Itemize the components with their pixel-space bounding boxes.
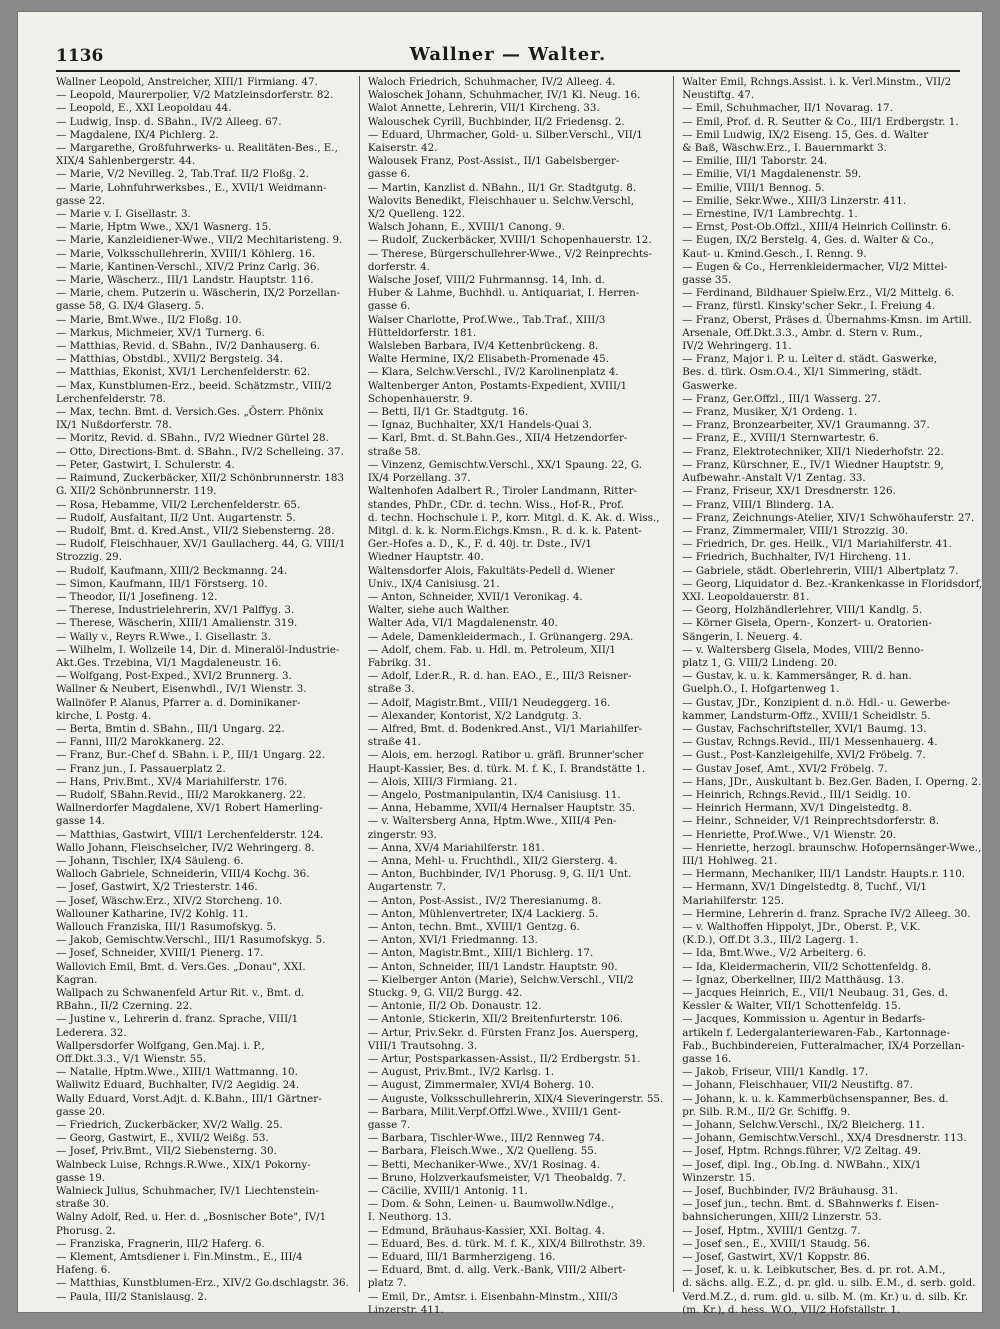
directory-entry: Strozzig. 29.: [56, 551, 122, 564]
directory-entry: Kessler & Walter, VII/1 Schottenfeldg. 15.: [682, 1000, 901, 1013]
directory-entry: — Vinzenz, Gemischtw.Verschl., XX/1 Spaung. 22, G.: [367, 458, 642, 471]
directory-entry: Walter Ada, VI/1 Magdalenenstr. 40.: [367, 617, 558, 630]
directory-entry: — Adolf, chem. Fab. u. Hdl. m. Petroleum, XII/1: [367, 643, 616, 656]
directory-entry: Wallnöfer P. Alanus, Pfarrer a. d. Dominikaner-: [56, 696, 301, 709]
column-left: [56, 76, 349, 1303]
directory-entry: — Rudolf, Zuckerbäcker, XVIII/1 Schopenhauerstr. 12.: [367, 234, 652, 247]
directory-entry: — Angelo, Postmanipulantin, IX/4 Canisiusg. 11.: [367, 788, 621, 801]
directory-entry: — Matthias, Obstdbl., XVII/2 Bergsteig. 34.: [56, 353, 283, 366]
directory-entry: — Adolf, Magistr.Bmt., VIII/1 Neudeggerg. 16.: [367, 696, 611, 709]
directory-entry: — Johann, Tischler, IX/4 Säuleng. 6.: [56, 854, 244, 867]
directory-entry: III/1 Hohlweg. 21.: [682, 854, 778, 867]
directory-entry: — Jakob, Friseur, VIII/1 Kandlg. 17.: [682, 1066, 869, 1079]
directory-entry: Wallouch Franziska, III/1 Rasumofskyg. 5.: [56, 921, 277, 933]
directory-entry: — Alexander, Kontorist, X/2 Landgutg. 3.: [367, 709, 582, 722]
directory-entry: — Georg, Liquidator d. Bez.-Krankenkasse in Floridsdorf,: [682, 577, 983, 590]
directory-entry: — Artur, Priv.Sekr. d. Fürsten Franz Jos. Auersperg,: [367, 1026, 639, 1039]
directory-entry: — Emilie, Sekr.Wwe., XIII/3 Linzerstr. 411.: [682, 194, 907, 207]
directory-entry: — Max, Kunstblumen-Erz., beeid. Schätzmstr., VIII/2: [56, 379, 332, 392]
directory-entry: gasse 6.: [367, 300, 411, 313]
directory-entry: — Eduard, Bes. d. türk. M. f. K., XIX/4 Billrothstr. 39.: [367, 1237, 646, 1250]
directory-entry: Wallner Leopold, Anstreicher, XIII/1 Firmiang. 47.: [56, 76, 318, 88]
directory-entry: Haupt-Kassier, Bes. d. türk. M. f. K., I. Brandstätte 1.: [367, 762, 646, 775]
directory-entry: — Gustav, k. u. k. Kammersänger, R. d. han.: [682, 670, 912, 683]
directory-entry: — Emilie, III/1 Taborstr. 24.: [682, 155, 828, 168]
directory-entry: artikeln f. Ledergalanteriewaren-Fab., Kartonnage-: [682, 1026, 950, 1039]
directory-entry: — Körner Gisela, Opern-, Konzert- u. Oratorien-: [682, 617, 932, 630]
directory-entry: — Moritz, Revid. d. SBahn., IV/2 Wiedner Gürtel 28.: [56, 432, 329, 445]
directory-entry: straße 30.: [56, 1198, 110, 1211]
directory-entry: — Franz, Zeichnungs-Atelier, XIV/1 Schwöhauferstr. 27.: [682, 511, 975, 524]
directory-entry: Wallouner Katharine, IV/2 Kohlg. 11.: [56, 907, 249, 920]
directory-entry: — Ignaz, Buchhalter, XX/1 Handels-Quai 3.: [367, 419, 593, 432]
directory-entry: — Adele, Damenkleidermach., I. Grünangerg. 29A.: [367, 630, 634, 643]
directory-entry: — Johann, Selchw.Verschl., IX/2 Bleicherg. 11.: [682, 1119, 925, 1132]
directory-entry: — Emilie, VIII/1 Bennog. 5.: [682, 181, 825, 194]
directory-entry: — Ernst, Post-Ob.Offzl., XIII/4 Heinrich Collinstr. 6.: [682, 221, 951, 234]
directory-entry: — Rudolf, Fleischhauer, XV/1 Gaullacherg. 44, G. VIII/1: [56, 538, 346, 551]
directory-entry: — Natalie, Hptm.Wwe., XIII/1 Wattmanng. 10.: [56, 1066, 298, 1079]
directory-entry: — Rudolf, SBahn.Revid., III/2 Marokkanerg. 22.: [56, 788, 306, 801]
directory-entry: Kaiserstr. 42.: [367, 142, 438, 155]
directory-entry: — Hans, Priv.Bmt., XV/4 Mariahilferstr. 176.: [56, 775, 288, 788]
directory-entry: — Hermann, XV/1 Dingelstedtg. 8, Tuchf., VI/1: [682, 881, 927, 894]
directory-entry: gasse 14.: [56, 815, 106, 828]
directory-entry: — Cäcilie, XVIII/1 Antonig. 11.: [367, 1185, 528, 1198]
directory-entry: Aufbewahr.-Anstalt V/1 Zentag. 33.: [682, 472, 866, 485]
directory-entry: Waloch Friedrich, Schuhmacher, IV/2 Alleeg. 4.: [367, 76, 616, 88]
directory-entry: Wallpersdorfer Wolfgang, Gen.Maj. i. P.,: [56, 1039, 265, 1052]
directory-entry: Walter Emil, Rchngs.Assist. i. k. Verl.Minstm., VII/2: [682, 76, 952, 88]
directory-entry: — Peter, Gastwirt, I. Schulerstr. 4.: [56, 458, 235, 471]
directory-entry: Mariahilferstr. 125.: [682, 894, 785, 907]
directory-entry: — Leopold, E., XXI Leopoldau 44.: [56, 102, 232, 115]
directory-entry: — Otto, Directions-Bmt. d. SBahn., IV/2 Schelleing. 37.: [56, 445, 344, 458]
directory-entry: — Alois, XIII/3 Firmiang. 21.: [367, 775, 517, 788]
directory-entry: straße 58.: [367, 445, 421, 458]
directory-entry: — Jacques, Kommission u. Agentur in Bedarfs-: [682, 1013, 926, 1026]
directory-entry: — Barbara, Milit.Verpf.Offzl.Wwe., XVIII/1 Gent-: [367, 1105, 621, 1118]
directory-page: [18, 12, 983, 1316]
directory-entry: — Jakob, Gemischtw.Verschl., III/1 Rasumofskyg. 5.: [56, 934, 326, 947]
directory-entry: platz 1, G. VIII/2 Lindeng. 20.: [682, 656, 838, 669]
directory-entry: — Josef, Schneider, XVIII/1 Pienerg. 17.: [56, 947, 264, 960]
directory-entry: G. XII/2 Schönbrunnerstr. 119.: [56, 485, 217, 498]
directory-entry: — Franz, VIII/1 Blinderg. 1A.: [682, 498, 835, 511]
directory-entry: — Marie, Kanzleidiener-Wwe., VII/2 Mechitaristeng. 9.: [56, 234, 343, 247]
directory-entry: — Josef, Gastwirt, X/2 Triesterstr. 146.: [56, 881, 258, 894]
directory-entry: d. techn. Hochschule i. P., korr. Mitgl. d. K. Ak. d. Wiss.,: [367, 511, 660, 524]
directory-entry: Lerchenfelderstr. 78.: [56, 392, 166, 405]
directory-entry: (K.D.), Off.Dt 3.3., III/2 Lagerg. 1.: [682, 934, 859, 947]
directory-entry: Walter, siehe auch Walther.: [367, 604, 510, 617]
directory-entry: gasse 7.: [367, 1119, 411, 1132]
directory-entry: — Ida, Bmt.Wwe., V/2 Arbeiterg. 6.: [682, 947, 867, 960]
directory-entry: gasse 20.: [56, 1105, 106, 1118]
directory-entry: — Eduard, III/1 Barmherzigeng. 16.: [367, 1251, 556, 1264]
directory-entry: — Franz, fürstl. Kinsky'scher Sekr., I. Freiung 4.: [682, 300, 936, 313]
directory-entry: — Franz jun., I. Passauerplatz 2.: [56, 762, 226, 775]
directory-entry: — Josef sen., E., XVIII/1 Staudg. 56.: [682, 1237, 871, 1250]
directory-entry: — Josef, Buchbinder, IV/2 Bräuhausg. 31.: [682, 1185, 898, 1198]
directory-entry: — Franz, Major i. P. u. Leiter d. städt. Gaswerke,: [682, 353, 938, 366]
directory-entry: — Anton, Schneider, XVII/1 Veronikag. 4.: [367, 590, 583, 603]
directory-entry: — Gust., Post-Kanzleigehilfe, XVI/2 Fröbelg. 7.: [682, 749, 926, 762]
directory-entry: gasse 19.: [56, 1171, 106, 1184]
directory-entry: standes, PhDr., CDr. d. techn. Wiss., Hof-R., Prof.: [367, 498, 624, 511]
directory-entry: Walnbeck Luise, Rchngs.R.Wwe., XIX/1 Pokorny-: [56, 1158, 311, 1171]
directory-entry: — Franz, Elektrotechniker, XII/1 Niederhofstr. 22.: [682, 445, 944, 458]
directory-entry: gasse 22.: [56, 194, 106, 207]
directory-entry: — Josef, Priv.Bmt., VII/2 Siebensterng. 30.: [56, 1145, 277, 1158]
directory-entry: Wallwitz Eduard, Buchhalter, IV/2 Aegidig. 24.: [56, 1079, 300, 1092]
directory-entry: — Klement, Amtsdiener i. Fin.Minstm., E., III/4: [56, 1251, 303, 1264]
directory-entry: — Theodor, II/1 Josefineng. 12.: [56, 590, 218, 603]
directory-entry: Wallnerdorfer Magdalene, XV/1 Robert Hamerling-: [56, 802, 323, 815]
directory-entry: — Emil Ludwig, IX/2 Eiseng. 15, Ges. d. Walter: [682, 128, 929, 141]
directory-entry: Akt.Ges. Trzebina, VI/1 Magdaleneustr. 16.: [56, 656, 282, 669]
directory-entry: — Johann, k. u. k. Kammerbüchsenspanner, Bes. d.: [682, 1092, 949, 1105]
directory-entry: Phorusg. 2.: [56, 1224, 116, 1237]
directory-entry: — Fanni, III/2 Marokkanerg. 22.: [56, 736, 225, 749]
directory-entry: Waltensdorfer Alois, Fakultäts-Pedell d. Wiener: [367, 564, 615, 577]
directory-entry: — Franz, Oberst, Präses d. Übernahms-Kmsn. im Artill.: [682, 313, 972, 326]
directory-entry: — Emilie, VI/1 Magdalenenstr. 59.: [682, 168, 862, 181]
directory-entry: — Artur, Postsparkassen-Assist., II/2 Erdbergstr. 51.: [367, 1053, 641, 1066]
directory-entry: — Gabriele, städt. Oberlehrerin, VIII/1 Albertplatz 7.: [682, 564, 959, 577]
directory-entry: Mitgl. d. k. k. Norm.Eichgs.Kmsn., R. d. k. k. Patent-: [367, 524, 642, 537]
directory-entry: — Ludwig, Insp. d. SBahn., IV/2 Alleeg. 67.: [56, 115, 282, 128]
directory-entry: — Marie, V/2 Nevilleg. 2, Tab.Traf. II/2 Floßg. 2.: [56, 168, 309, 181]
directory-entry: — Marie, Wäscherz., III/1 Landstr. Hauptstr. 116.: [56, 274, 314, 287]
directory-entry: straße 41.: [367, 736, 421, 749]
directory-entry: Arsenale, Off.Dkt.3.3., Ambr. d. Stern v. Rum.,: [682, 326, 923, 339]
directory-entry: IX/1 Nußdorferstr. 78.: [56, 419, 172, 432]
directory-entry: Walsche Josef, VIII/2 Fuhrmannsg. 14, Inh. d.: [367, 274, 605, 287]
column-middle: [359, 76, 664, 1316]
directory-entry: — Therese, Industrielehrerin, XV/1 Palffyg. 3.: [56, 604, 295, 617]
directory-entry: pr. Silb. R.M., II/2 Gr. Schiffg. 9.: [682, 1105, 851, 1118]
directory-entry: — August, Zimmermaler, XVI/4 Boherg. 10.: [367, 1079, 595, 1092]
directory-entry: — Friedrich, Zuckerbäcker, XV/2 Wallg. 25.: [56, 1119, 283, 1132]
directory-entry: Winzerstr. 15.: [682, 1171, 756, 1184]
directory-entry: Schopenhauerstr. 9.: [367, 392, 473, 405]
directory-entry: — Antonie, Stickerin, XII/2 Breitenfurterstr. 106.: [367, 1013, 624, 1026]
directory-entry: Waloschek Johann, Schuhmacher, IV/1 Kl. Neug. 16.: [367, 89, 641, 102]
directory-entry: — Anton, Post-Assist., IV/2 Theresianumg. 8.: [367, 894, 602, 907]
directory-entry: — Hermann, Mechaniker, III/1 Landstr. Haupts.r. 110.: [682, 868, 966, 881]
directory-entry: Walot Annette, Lehrerin, VII/1 Kircheng. 33.: [367, 102, 600, 115]
directory-entry: — v. Walthoffen Hippolyt, JDr., Oberst. P., V.K.: [682, 921, 921, 933]
directory-entry: — Alfred, Bmt. d. Bodenkred.Anst., VI/1 Mariahilfer-: [367, 722, 643, 735]
directory-entry: — Franz, Bur.-Chef d. SBahn. i. P., III/1 Ungarg. 22.: [56, 749, 325, 762]
directory-entry: zingerstr. 93.: [367, 828, 437, 841]
directory-entry: — Margarethe, Großfuhrwerks- u. Realitäten-Bes., E.,: [56, 142, 338, 155]
directory-entry: — Josef, Hptm., XVIII/1 Gentzg. 7.: [682, 1224, 861, 1237]
directory-entry: — Anton, XVI/1 Friedmanng. 13.: [367, 934, 538, 947]
directory-entry: — Hermine, Lehrerin d. franz. Sprache IV/2 Alleeg. 30.: [682, 907, 971, 920]
directory-entry: — Antonie, II/2 Ob. Donaustr. 12.: [367, 1000, 542, 1013]
directory-entry: — Emil, Dr., Amtsr. i. Eisenbahn-Minstm., XIII/3: [367, 1290, 618, 1303]
directory-entry: Walouschek Cyrill, Buchbinder, II/2 Friedensg. 2.: [367, 115, 625, 128]
directory-entry: Walovits Benedikt, Fleischhauer u. Selchw.Verschl,: [367, 194, 634, 207]
directory-entry: VIII/1 Trautsohng. 3.: [367, 1039, 478, 1052]
directory-entry: — Karl, Bmt. d. St.Bahn.Ges., XII/4 Hetzendorfer-: [367, 432, 628, 445]
directory-entry: — Josef, Gastwirt, XV/1 Koppstr. 86.: [682, 1251, 871, 1264]
directory-entry: Walser Charlotte, Prof.Wwe., Tab.Traf., XIII/3: [367, 313, 606, 326]
directory-entry: Walsleben Barbara, IV/4 Kettenbrückeng. 8.: [367, 340, 599, 353]
directory-entry: — Wilhelm, I. Wollzeile 14, Dir. d. Mineralöl-Industrie-: [56, 643, 340, 656]
directory-entry: — Betti, Mechaniker-Wwe., XV/1 Rosinag. 4.: [367, 1158, 601, 1171]
directory-entry: Waltenhofen Adalbert R., Tiroler Landmann, Ritter-: [367, 485, 638, 498]
directory-entry: — Matthias, Ekonist, XVI/1 Lerchenfelderstr. 62.: [56, 366, 311, 379]
directory-entry: — Therese, Wäscherin, XIII/1 Amalienstr. 319.: [56, 617, 298, 630]
directory-entry: Gaswerke.: [682, 379, 738, 392]
directory-entry: gasse 58, G. IX/4 Glaserg. 5.: [56, 300, 205, 313]
directory-entry: — Dom. & Sohn, Leinen- u. Baumwollw.Ndlge.,: [367, 1198, 614, 1211]
directory-entry: — Anton, techn. Bmt., XVIII/1 Gentzg. 6.: [367, 921, 580, 933]
directory-entry: gasse 35.: [682, 274, 732, 287]
directory-entry: — Alois, em. herzogl. Ratibor u. gräfl. Brunner'scher: [367, 749, 644, 762]
directory-entry: — Simon, Kaufmann, III/1 Förstserg. 10.: [56, 577, 268, 590]
directory-entry: — Franz, Musiker, X/1 Ordeng. 1.: [682, 406, 858, 419]
directory-entry: Fab., Buchbindereien, Futteralmacher, IX/4 Porzellan-: [682, 1039, 965, 1052]
directory-entry: platz 7.: [367, 1277, 407, 1290]
directory-entry: IV/2 Wehringerg. 11.: [682, 340, 792, 353]
directory-entry: RBahn., II/2 Czerning. 22.: [56, 1000, 193, 1013]
directory-entry: — Heinrich, Rchngs.Revid., III/1 Seidlg. 10.: [682, 788, 911, 801]
directory-entry: I. Neuthorg. 13.: [367, 1211, 452, 1224]
directory-entry: dorferstr. 4.: [367, 260, 430, 273]
column-right: [673, 76, 983, 1316]
directory-entry: Off.Dkt.3.3., V/1 Wienstr. 55.: [56, 1053, 207, 1066]
directory-entry: — Eduard, Uhrmacher, Gold- u. Silber.Verschl., VII/1: [367, 128, 643, 141]
directory-entry: — Josef jun., techn. Bmt. d. SBahnwerks f. Eisen-: [682, 1198, 939, 1211]
directory-entry: — Henriette, Prof.Wwe., V/1 Wienstr. 20.: [682, 828, 897, 841]
directory-entry: — Bruno, Holzverkaufsmeister, V/1 Theobaldg. 7.: [367, 1171, 626, 1184]
directory-entry: — Marie, Lohnfuhrwerksbes., E., XVII/1 Weidmann-: [56, 181, 327, 194]
directory-entry: XIX/4 Sahlenbergerstr. 44.: [56, 155, 196, 168]
directory-entry: Hütteldorferstr. 181.: [367, 326, 477, 339]
directory-entry: — Betti, II/1 Gr. Stadtgutg. 16.: [367, 406, 529, 419]
directory-entry: — Paula, III/2 Stanislausg. 2.: [56, 1290, 208, 1303]
directory-entry: X/2 Quelleng. 122.: [367, 208, 465, 221]
directory-entry: — Franz, Zimmermaler, VIII/1 Strozzig. 30.: [682, 524, 909, 537]
directory-entry: — Gustav Josef, Amt., XVI/2 Fröbelg. 7.: [682, 762, 888, 775]
directory-entry: — Franz, E., XVIII/1 Sternwartestr. 6.: [682, 432, 879, 445]
directory-entry: Walousek Franz, Post-Assist., II/1 Gabelsberger-: [367, 155, 620, 168]
directory-entry: — Anna, XV/4 Mariahilferstr. 181.: [367, 841, 545, 854]
directory-entry: — Barbara, Fleisch.Wwe., X/2 Quelleng. 55.: [367, 1145, 598, 1158]
directory-entry: — Magdalene, IX/4 Pichlerg. 2.: [56, 128, 219, 141]
directory-entry: — Matthias, Gastwirt, VIII/1 Lerchenfelderstr. 124.: [56, 828, 324, 841]
directory-entry: XXI. Leopoldauerstr. 81.: [682, 590, 810, 603]
directory-entry: — Anton, Buchbinder, IV/1 Phorusg. 9, G. II/1 Unt.: [367, 868, 632, 881]
directory-entry: — Ferdinand, Bildhauer Spielw.Erz., VI/2 Mittelg. 6.: [682, 287, 955, 300]
directory-entry: — v. Waltersberg Gisela, Modes, VIII/2 Benno-: [682, 643, 924, 656]
directory-entry: — Rudolf, Ausfaltant, II/2 Unt. Augartenstr. 5.: [56, 511, 296, 524]
directory-entry: — Josef, k. u. k. Leibkutscher, Bes. d. pr. rot. A.M.,: [682, 1264, 946, 1277]
directory-entry: Wallovich Emil, Bmt. d. Vers.Ges. „Donau", XXI.: [56, 960, 306, 973]
page-header: [56, 44, 960, 72]
directory-entry: — Klara, Selchw.Verschl., IV/2 Karolinenplatz 4.: [367, 366, 619, 379]
directory-entry: — Gustav, Rchngs.Revid., III/1 Messenhauerg. 4.: [682, 736, 938, 749]
directory-entry: Augartenstr. 7.: [367, 881, 446, 894]
directory-entry: — Johann, Fleischhauer, VII/2 Neustiftg. 87.: [682, 1079, 913, 1092]
directory-entry: — Anna, Hebamme, XVII/4 Hernalser Hauptstr. 35.: [367, 802, 636, 815]
directory-entry: — Georg, Holzhändlerlehrer, VIII/1 Kandlg. 5.: [682, 604, 923, 617]
directory-entry: Kaut- u. Kmind.Gesch., I. Renng. 9.: [682, 247, 867, 260]
directory-entry: — Johann, Gemischtw.Verschl., XX/4 Dresdnerstr. 113.: [682, 1132, 967, 1145]
directory-entry: Hafeng. 6.: [56, 1264, 111, 1277]
directory-entry: Lederera. 32.: [56, 1026, 127, 1039]
directory-entry: Bes. d. türk. Osm.O.4., XI/1 Simmering, städt.: [682, 366, 922, 379]
directory-entry: Stuckg. 9, G. VII/2 Burgg. 42.: [367, 987, 523, 1000]
directory-entry: Guelph.O., I. Hofgartenweg 1.: [682, 683, 840, 696]
directory-entry: gasse 16.: [682, 1053, 732, 1066]
directory-entry: — Barbara, Tischler-Wwe., III/2 Rennweg 74.: [367, 1132, 605, 1145]
directory-entry: Wallner & Neubert, Eisenwhdl., IV/1 Wienstr. 3.: [56, 683, 307, 696]
directory-entry: — Emil, Prof. d. R. Seutter & Co., III/1 Erdbergstr. 1.: [682, 115, 959, 128]
directory-entry: — Eugen & Co., Herrenkleidermacher, VI/2 Mittel-: [682, 260, 948, 273]
directory-entry: — Rudolf, Kaufmann, XIII/2 Beckmanng. 24.: [56, 564, 288, 577]
directory-entry: — Gustav, JDr., Konzipient d. n.ö. Hdl.- u. Gewerbe-: [682, 696, 951, 709]
directory-entry: — Emil, Schuhmacher, II/1 Novarag. 17.: [682, 102, 893, 115]
directory-entry: bahnsicherungen, XIII/2 Linzerstr. 53.: [682, 1211, 882, 1224]
directory-entry: & Baß, Wäschw.Erz., I. Bauernmarkt 3.: [682, 142, 887, 155]
directory-entry: — Marie, chem. Putzerin u. Wäscherin, IX/2 Porzellan-: [56, 287, 341, 300]
directory-entry: — Friedrich, Buchhalter, IV/1 Hircheng. 11.: [682, 551, 911, 564]
directory-entry: — Matthias, Revid. d. SBahn., IV/2 Danhauserg. 6.: [56, 340, 320, 353]
directory-entry: — Franz, Kürschner, E., IV/1 Wiedner Hauptstr. 9,: [682, 458, 944, 471]
directory-entry: kirche, I. Postg. 4.: [56, 709, 152, 722]
directory-entry: — Ida, Kleidermacherin, VII/2 Schottenfeldg. 8.: [682, 960, 932, 973]
directory-entry: — Eugen, IX/2 Berstelg. 4, Ges. d. Walter & Co.,: [682, 234, 934, 247]
directory-entry: — Gustav, Fachschriftsteller, XVI/1 Baumg. 13.: [682, 722, 927, 735]
directory-entry: Wiedner Hauptstr. 40.: [367, 551, 484, 564]
directory-entry: Waltenberger Anton, Postamts-Expedient, XVIII/1: [367, 379, 628, 392]
directory-entry: — Heinrich Hermann, XV/1 Dingelstedtg. 8.: [682, 802, 912, 815]
directory-entry: — Hans, JDr., Auskultant b. Bez.Ger. Baden, I. Operng. 2.: [682, 775, 982, 788]
directory-entry: Walnieck Julius, Schuhmacher, IV/1 Liechtenstein-: [56, 1185, 319, 1198]
directory-entry: — Adolf, Lder.R., R. d. han. EAO., E., III/3 Reisner-: [367, 670, 632, 683]
directory-entry: Wallo Johann, Fleischselcher, IV/2 Wehringerg. 8.: [56, 841, 315, 854]
directory-entry: Univ., IX/4 Canisiusg. 21.: [367, 577, 500, 590]
directory-entry: — Anton, Mühlenvertreter, IX/4 Lackierg. 5.: [367, 907, 599, 920]
directory-entry: — Markus, Michmeier, XV/1 Turnerg. 6.: [56, 326, 265, 339]
directory-entry: — Martin, Kanzlist d. NBahn., II/1 Gr. Stadtgutg. 8.: [367, 181, 637, 194]
directory-entry: Walsch Johann, E., XVIII/1 Canong. 9.: [367, 221, 565, 234]
directory-entry: Sängerin, I. Neuerg. 4.: [682, 630, 803, 643]
directory-entry: — v. Waltersberg Anna, Hptm.Wwe., XIII/4 Pen-: [367, 815, 617, 828]
directory-entry: — Marie v. I. Gisellastr. 3.: [56, 208, 191, 221]
directory-entry: — Auguste, Volksschullehrerin, XIX/4 Sieveringerstr. 55.: [367, 1092, 664, 1105]
directory-entry: — Jacques Heinrich, E., VII/1 Neubaug. 31, Ges. d.: [682, 987, 948, 1000]
directory-entry: — Max, techn. Bmt. d. Versich.Ges. „Österr. Phönix: [56, 406, 324, 419]
directory-entry: — Anton, Magistr.Bmt., XIII/1 Bichlerg. 17.: [367, 947, 594, 960]
directory-entry: — Rosa, Hebamme, VII/2 Lerchenfelderstr. 65.: [56, 498, 301, 511]
directory-entry: Wallpach zu Schwanenfeld Artur Rit. v., Bmt. d.: [56, 987, 305, 1000]
directory-entry: Verd.M.Z., d. rum. gld. u. silb. M. (m. Kr.) u. d. silb. Kr.: [682, 1290, 968, 1303]
directory-entry: — Franz, Ger.Offzl., III/1 Wasserg. 27.: [682, 392, 881, 405]
directory-entry: Neustiftg. 47.: [682, 89, 755, 102]
directory-columns: [56, 76, 983, 1316]
directory-entry: — Heinr., Schneider, V/1 Reinprechtsdorferstr. 8.: [682, 815, 939, 828]
directory-entry: — Josef, Wäschw.Erz., XIV/2 Storcheng. 10.: [56, 894, 283, 907]
directory-entry: — Marie, Volksschullehrerin, XVIII/1 Köhlerg. 16.: [56, 247, 315, 260]
directory-entry: Walloch Gabriele, Schneiderin, VIII/4 Kochg. 36.: [56, 868, 310, 881]
directory-entry: — Justine v., Lehrerin d. franz. Sprache, VIII/1: [56, 1013, 299, 1026]
directory-entry: — Franz, Bronzearbeiter, XV/1 Graumanng. 37.: [682, 419, 930, 432]
directory-entry: — Anna, Mehl- u. Fruchthdl., XII/2 Giersterg. 4.: [367, 854, 618, 867]
directory-entry: Ger.-Hofes a. D., K., F. d. 40j. tr. Dste., IV/1: [367, 538, 592, 551]
directory-entry: (m. Kr.), d. hess. W.O., VII/2 Hofstallstr. 1.: [682, 1303, 901, 1316]
directory-entry: — August, Priv.Bmt., IV/2 Karlsg. 1.: [367, 1066, 555, 1079]
directory-entry: — Leopold, Maurerpolier, V/2 Matzleinsdorferstr. 82.: [56, 89, 334, 102]
directory-entry: — Marie, Hptm Wwe., XX/1 Wasnerg. 15.: [56, 221, 272, 234]
directory-entry: — Therese, Bürgerschullehrer-Wwe., V/2 Reinprechts-: [367, 247, 652, 260]
directory-entry: — Marie, Bmt.Wwe., II/2 Floßg. 10.: [56, 313, 242, 326]
directory-entry: Fabrikg. 31.: [367, 656, 431, 669]
directory-entry: — Henriette, herzogl. braunschw. Hofopernsänger-Wwe.,: [682, 841, 982, 854]
directory-entry: — Josef, dipl. Ing., Ob.Ing. d. NWBahn., XIX/1: [682, 1158, 922, 1171]
directory-entry: — Wally v., Reyrs R.Wwe., I. Gisellastr. 3.: [56, 630, 271, 643]
directory-entry: — Marie, Kantinen-Verschl., XIV/2 Prinz Carlg. 36.: [56, 260, 320, 273]
directory-entry: — Georg, Gastwirt, E., XVII/2 Weißg. 53.: [56, 1132, 269, 1145]
directory-entry: — Raimund, Zuckerbäcker, XII/2 Schönbrunnerstr. 183: [56, 472, 345, 485]
page-number: 1136: [56, 46, 104, 66]
directory-entry: — Matthias, Kunstblumen-Erz., XIV/2 Go.dschlagstr. 36.: [56, 1277, 349, 1290]
directory-entry: d. sächs. allg. E.Z., d. pr. gld. u. silb. E.M., d. serb. gold.: [682, 1277, 976, 1290]
directory-entry: — Edmund, Bräuhaus-Kassier, XXI. Boltag. 4.: [367, 1224, 605, 1237]
directory-entry: Wally Eduard, Vorst.Adjt. d. K.Bahn., III/1 Gärtner-: [56, 1092, 322, 1105]
directory-entry: — Berta, Bmtin d. SBahn., III/1 Ungarg. 22.: [56, 722, 285, 735]
directory-entry: Huber & Lahme, Buchhdl. u. Antiquariat, I. Herren-: [367, 287, 640, 300]
directory-entry: — Ignaz, Oberkellner, III/2 Matthäusg. 13.: [682, 973, 904, 986]
directory-entry: Walte Hermine, IX/2 Elisabeth-Promenade 45.: [367, 353, 609, 366]
directory-entry: gasse 6.: [367, 168, 411, 181]
directory-entry: Walny Adolf, Red. u. Her. d. „Bosnischer Bote", IV/1: [56, 1211, 327, 1224]
directory-entry: — Friedrich, Dr. ges. Heilk., VI/1 Mariahilferstr. 41.: [682, 538, 952, 551]
directory-entry: straße 3.: [367, 683, 415, 696]
directory-entry: — Wolfgang, Post-Exped., XVI/2 Brunnerg. 3.: [56, 670, 292, 683]
directory-entry: IX/4 Porzellang. 37.: [367, 472, 471, 485]
directory-entry: — Franz, Friseur, XX/1 Dresdnerstr. 126.: [682, 485, 896, 498]
directory-entry: kammer, Landsturm-Offz., XVIII/1 Scheidlstr. 5.: [682, 709, 931, 722]
directory-entry: — Kielberger Anton (Marie), Selchw.Verschl., VII/2: [367, 973, 634, 986]
directory-entry: — Franziska, Fragnerin, III/2 Haferg. 6.: [56, 1237, 265, 1250]
page-title: Wallner — Walter.: [409, 44, 607, 65]
directory-entry: Kagran.: [56, 973, 98, 986]
directory-entry: — Ernestine, IV/1 Lambrechtg. 1.: [682, 208, 858, 221]
directory-entry: — Josef, Hptm. Rchngs.führer, V/2 Zeltag. 49.: [682, 1145, 921, 1158]
directory-entry: — Anton, Schneider, III/1 Landstr. Hauptstr. 90.: [367, 960, 618, 973]
directory-entry: — Rudolf, Bmt. d. Kred.Anst., VII/2 Siebensterng. 28.: [56, 524, 335, 537]
directory-entry: Linzerstr. 411.: [367, 1303, 444, 1316]
directory-entry: — Eduard, Bmt. d. allg. Verk.-Bank, VIII/2 Albert-: [367, 1264, 626, 1277]
